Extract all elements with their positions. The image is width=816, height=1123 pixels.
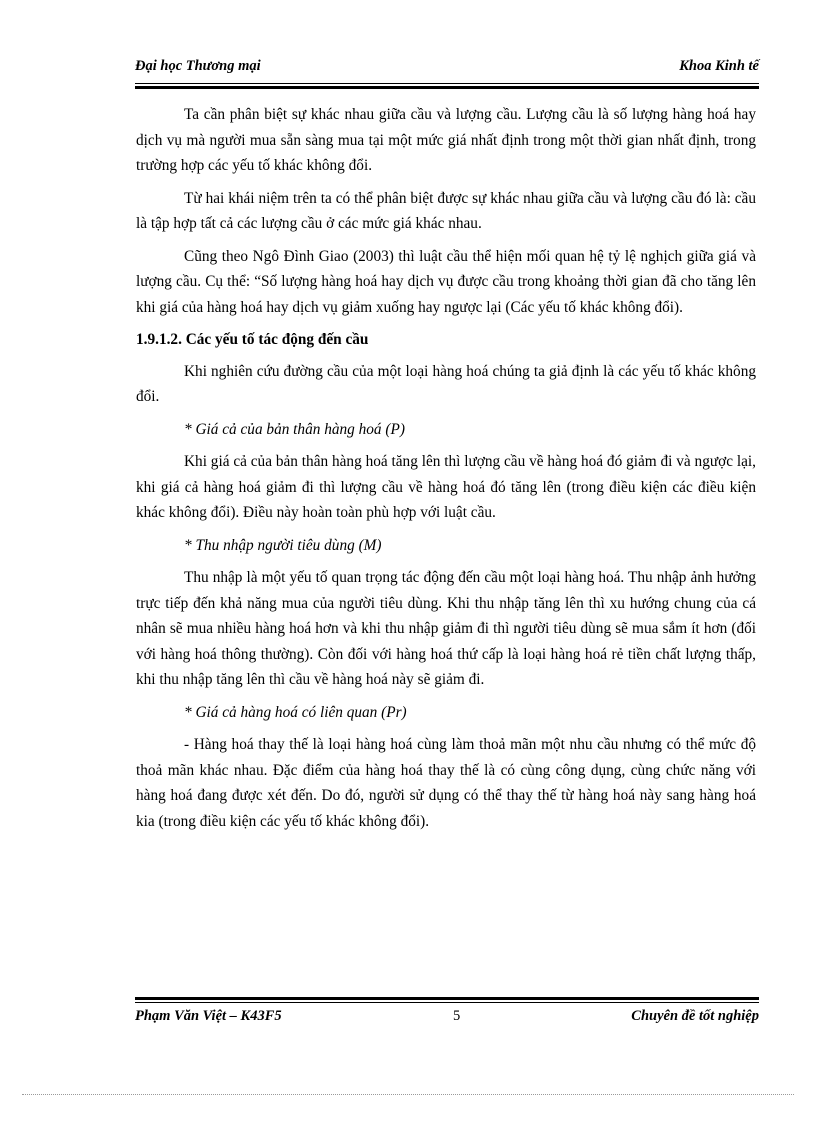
paragraph-7: - Hàng hoá thay thế là loại hàng hoá cùng làm thoả mãn một nhu cầu nhưng có thể mức độ thoả mãn khác nhau. Đặc điểm của hàng hoá thay thế là có cùng công dụng, cùng chức năng với hàng hoá đang được xét đến. Do đó, người sử dụng có thể thay thế từ hàng hoá này sang hàng hoá kia (trong điều kiện các yếu tố khác không đổi). [136, 736, 756, 830]
subheading-price: * Giá cả của bản thân hàng hoá (P) [184, 420, 405, 438]
paragraph-2: Từ hai khái niệm trên ta có thể phân biệt được sự khác nhau giữa cầu và lượng cầu đó là: cầu là tập hợp tất cả các lượng cầu ở các mức giá khác nhau. [136, 189, 756, 232]
footer-rule-thick [135, 997, 759, 1000]
subheading-related-goods: * Giá cả hàng hoá có liên quan (Pr) [184, 703, 407, 721]
paragraph-4: Khi nghiên cứu đường cầu của một loại hàng hoá chúng ta giả định là các yếu tố khác không đổi. [136, 362, 756, 405]
page-number: 5 [453, 1008, 461, 1024]
header-rule-thin [135, 83, 759, 84]
page-edge-dotted-line [22, 1094, 794, 1095]
page-footer [135, 1008, 759, 1030]
paragraph-3: Cũng theo Ngô Đình Giao (2003) thì luật cầu thể hiện mối quan hệ tỷ lệ nghịch giữa giá và lượng cầu. Cụ thể: “Số lượng hàng hoá hay dịch vụ được cầu trong khoảng thời gian đã cho tăng lên khi giá của hàng hoá hay dịch vụ giảm xuống hay ngược lại (Các yếu tố khác không đổi). [136, 247, 756, 316]
subheading-income: * Thu nhập người tiêu dùng (M) [184, 536, 382, 554]
document-body [136, 102, 756, 841]
paragraph-1: Ta cần phân biệt sự khác nhau giữa cầu và lượng cầu. Lượng cầu là số lượng hàng hoá hay dịch vụ mà người mua sẵn sàng mua tại một mức giá nhất định trong một thời gian nhất định, trong trường hợp các yếu tố khác không đổi. [136, 106, 756, 174]
page-header [135, 58, 759, 80]
section-heading: 1.9.1.2. Các yếu tố tác động đến cầu [136, 331, 369, 348]
header-faculty: Khoa Kinh tế [679, 58, 759, 74]
paragraph-5: Khi giá cả của bản thân hàng hoá tăng lên thì lượng cầu về hàng hoá đó giảm đi và ngược lại, khi giá cả hàng hoá giảm đi thì lượng cầu về hàng hoá đó tăng lên (trong điều kiện các điều kiện khác không đổi). Điều này hoàn toàn phù hợp với luật cầu. [136, 453, 756, 521]
header-university: Đại học Thương mại [135, 58, 261, 74]
paragraph-6: Thu nhập là một yếu tố quan trọng tác động đến cầu một loại hàng hoá. Thu nhập ảnh hưởng trực tiếp đến khả năng mua của người tiêu dùng. Khi thu nhập tăng lên thì xu hướng chung của cá nhân sẽ mua nhiều hàng hoá hơn và khi thu nhập giảm đi thì người tiêu dùng sẽ mua sắm ít hơn (đối với hàng hoá thông thường). Còn đối với hàng hoá thứ cấp là loại hàng hoá rẻ tiền chất lượng thấp, khi thu nhập tăng lên thì cầu về hàng hoá này sẽ giảm đi. [136, 569, 756, 688]
footer-document-type: Chuyên đề tốt nghiệp [631, 1008, 759, 1024]
footer-rule-thin [135, 1002, 759, 1003]
footer-author: Phạm Văn Việt – K43F5 [135, 1008, 282, 1024]
header-rule-thick [135, 86, 759, 89]
